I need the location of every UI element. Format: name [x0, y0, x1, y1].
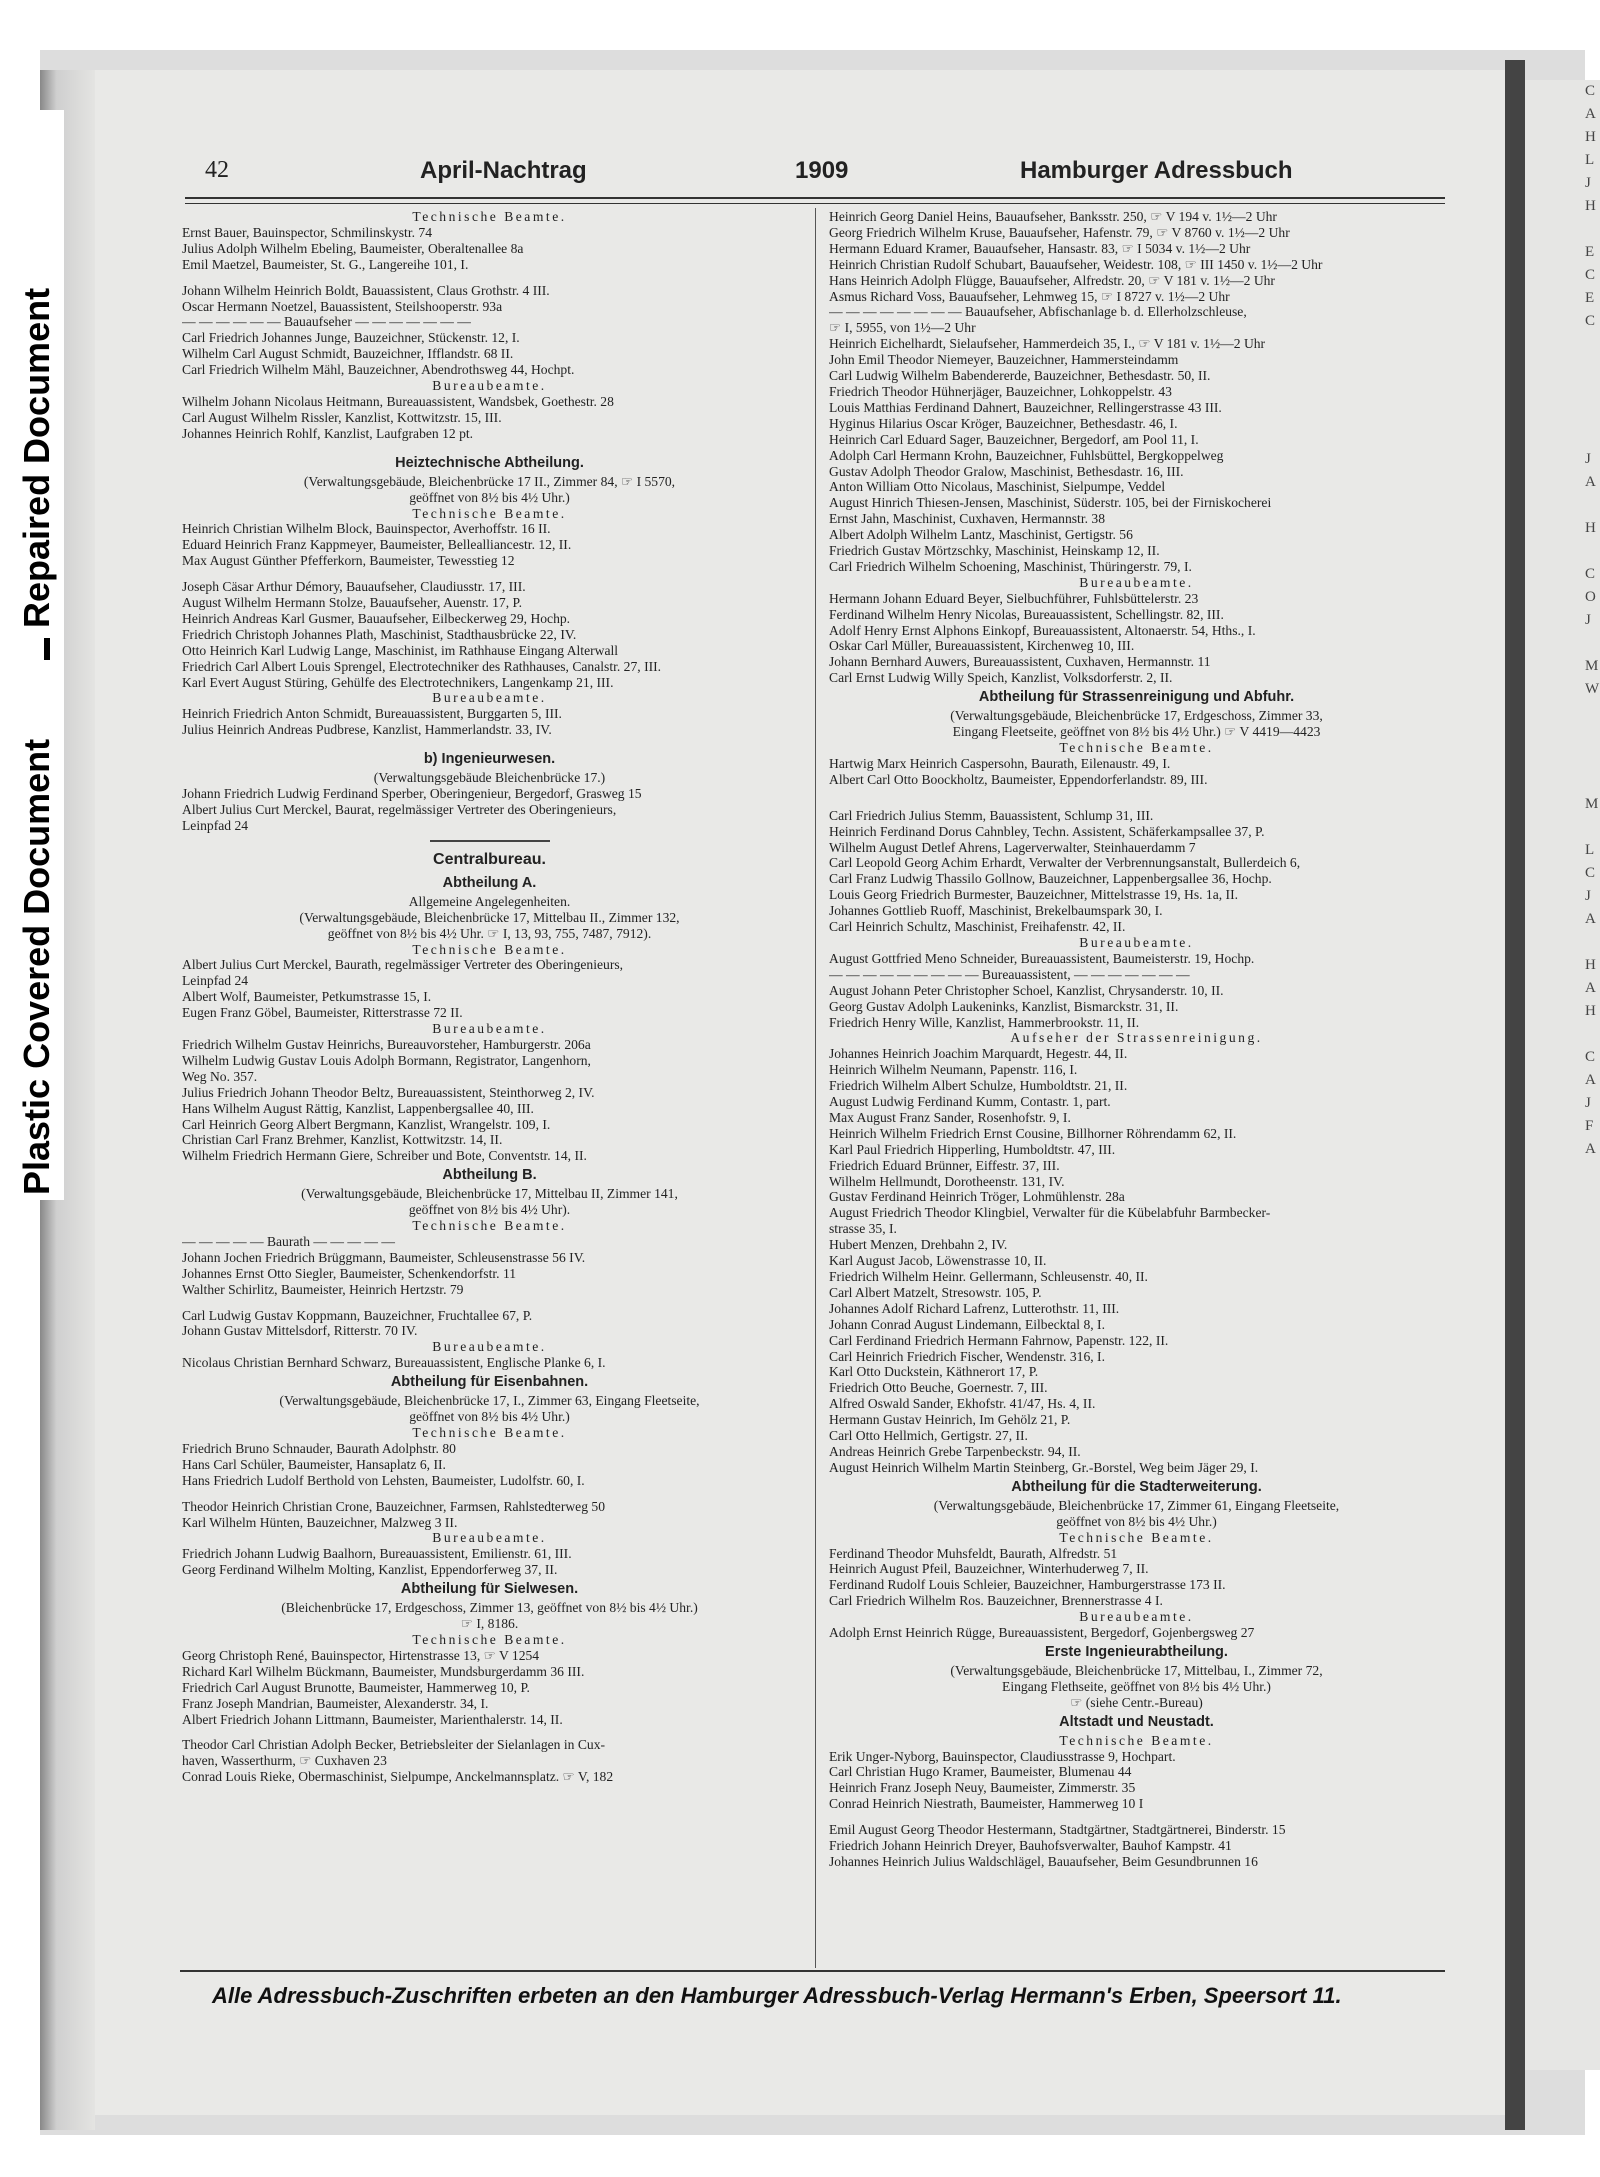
entry-line: Johannes Heinrich Rohlf, Kanzlist, Laufgraben 12 pt. — [182, 425, 474, 441]
section-heading: b) Ingenieurwesen. — [423, 751, 556, 768]
entry-line: Alfred Oswald Sander, Ekhofstr. 41/47, Hs. 4, II. — [829, 1396, 1096, 1412]
entry-line: Wilhelm Ludwig Gustav Louis Adolph Bormann, Registrator, Langenhorn, — [182, 1052, 591, 1068]
next-page-letter: A — [1585, 911, 1596, 927]
entry-line: Johannes Gottlieb Ruoff, Maschinist, Brekelbaumspark 30, I. — [829, 903, 1163, 919]
subsection-heading: Technische Beamte. — [1059, 1732, 1214, 1748]
entry-line: Carl Otto Hellmich, Gertigstr. 27, II. — [829, 1428, 1028, 1444]
subsection-heading: Aufseher der Strassenreinigung. — [1010, 1030, 1263, 1046]
next-page-letter — [1525, 1299, 1600, 1322]
next-page-letter — [1525, 1345, 1600, 1368]
next-page-fragment — [1525, 80, 1600, 2070]
entry-line: Georg Gustav Adolph Laukeninks, Kanzlist, Bismarckstr. 31, II. — [829, 998, 1179, 1014]
entry-line: Johannes Heinrich Joachim Marquardt, Hegestr. 44, II. — [829, 1046, 1128, 1062]
entry-line: Wilhelm Hellmundt, Dorotheenstr. 131, IV. — [829, 1173, 1065, 1189]
entry-line: Heinrich Wilhelm Friedrich Ernst Cousine, Billhorner Röhrendamm 62, II. — [829, 1125, 1237, 1141]
next-page-letter — [1525, 931, 1600, 954]
entry-line: August Friedrich Theodor Klingbiel, Verwalter für die Kübelabfuhr Barmbecker- — [829, 1205, 1271, 1221]
entry-line: Georg Ferdinand Wilhelm Molting, Kanzlist, Eppendorferweg 37, II. — [182, 1562, 558, 1578]
entry-line: Heinrich Christian Wilhelm Block, Bauinspector, Averhoffstr. 16 II. — [182, 521, 551, 537]
next-page-letter: J — [1585, 175, 1591, 191]
left-column — [182, 209, 797, 1785]
next-page-letter: A — [1585, 980, 1596, 996]
next-page-letter — [1525, 1276, 1600, 1299]
office-info-line: (Verwaltungsgebäude, Bleichenbrücke 17, Mittelbau II., Zimmer 132, — [299, 909, 680, 925]
subsection-heading: Bureaubeamte. — [432, 1021, 547, 1037]
entry-line: Friedrich Carl Albert Louis Sprengel, Electrotechniker des Rathhauses, Canalstr. 27, III. — [182, 658, 662, 674]
office-info-line: ☞ I, 8186. — [460, 1616, 519, 1632]
entry-line: Friedrich Carl August Brunotte, Baumeister, Hammerweg 10, P. — [182, 1679, 530, 1695]
spacer — [182, 1727, 797, 1737]
section-rule — [430, 840, 550, 842]
entry-line: Emil August Georg Theodor Hestermann, Stadtgärtner, Stadtgärtnerei, Binderstr. 15 — [829, 1822, 1286, 1838]
subsection-heading: Technische Beamte. — [412, 941, 567, 957]
entry-line: Julius Friedrich Johann Theodor Beltz, Bureauassistent, Steinthorweg 2, IV. — [182, 1084, 595, 1100]
entry-line: Friedrich Gustav Mörtzschky, Maschinist, Heinskamp 12, II. — [829, 543, 1160, 559]
entry-line: Gustav Adolph Theodor Gralow, Maschinist, Bethesdastr. 16, III. — [829, 463, 1184, 479]
office-info-line: (Verwaltungsgebäude, Bleichenbrücke 17, I., Zimmer 63, Eingang Fleetseite, — [279, 1393, 700, 1409]
subsection-heading: Bureaubeamte. — [432, 1530, 547, 1546]
next-page-letter: H — [1585, 957, 1596, 973]
entry-line: Johann Gustav Mittelsdorf, Ritterstr. 70 IV. — [182, 1323, 418, 1339]
entry-line: Carl Heinrich Georg Albert Bergmann, Kanzlist, Wrangelstr. 109, I. — [182, 1116, 551, 1132]
next-page-letter — [1525, 1253, 1600, 1276]
spacer — [182, 1489, 797, 1499]
entry-line: Karl Paul Friedrich Hipperling, Humboldtstr. 47, III. — [829, 1141, 1116, 1157]
next-page-letter: C — [1585, 566, 1596, 582]
entry-line: Friedrich Theodor Hühnerjäger, Bauzeichner, Lohkoppelstr. 43 — [829, 383, 1172, 399]
entry-line: Friedrich Johann Ludwig Baalhorn, Bureauassistent, Emilienstr. 61, III. — [182, 1546, 572, 1562]
entry-line: Hermann Eduard Kramer, Bauaufseher, Hansastr. 83, ☞ I 5034 v. 1½—2 Uhr — [829, 240, 1251, 256]
subsection-heading: Technische Beamte. — [1059, 1529, 1214, 1545]
entry-line: Albert Friedrich Johann Littmann, Baumeister, Marienthalerstr. 14, II. — [182, 1711, 563, 1727]
entry-line: Heinrich Ferdinand Dorus Cahnbley, Techn. Assistent, Schäferkampsallee 37, P. — [829, 823, 1265, 839]
subsection-heading: Bureaubeamte. — [432, 378, 547, 394]
entry-line: Carl Friedrich Wilhelm Mähl, Bauzeichner, Abendrothsweg 44, Hochpt. — [182, 362, 575, 378]
next-page-letter: C — [1585, 1049, 1596, 1065]
entry-line: Hubert Menzen, Drehbahn 2, IV. — [829, 1237, 1008, 1253]
next-page-letter: J — [1585, 888, 1591, 904]
entry-line: Richard Karl Wilhelm Bückmann, Baumeister, Mundsburgerdamm 36 III. — [182, 1663, 585, 1679]
next-page-letter: H — [1585, 129, 1596, 145]
entry-line: Max August Franz Sander, Rosenhofstr. 9, I. — [829, 1109, 1071, 1125]
entry-line: Anton William Otto Nicolaus, Maschinist, Sielpumpe, Veddel — [829, 479, 1166, 495]
subsection-heading: Bureaubeamte. — [1079, 934, 1194, 950]
next-page-letter — [1525, 1161, 1600, 1184]
page-gutter — [1505, 60, 1525, 2130]
running-title-right: Hamburger Adressbuch — [1020, 157, 1293, 184]
running-title-left: April-Nachtrag — [420, 157, 587, 184]
entry-line: Carl Franz Ludwig Thassilo Gollnow, Bauzeichner, Lappenbergsallee 36, Hochp. — [829, 871, 1272, 887]
entry-line: Carl Leopold Georg Achim Erhardt, Verwalter der Verbrennungsanstalt, Bullerdeich 6, — [829, 855, 1301, 871]
next-page-letter — [1525, 747, 1600, 770]
office-info-line: Eingang Fleetseite, geöffnet von 8½ bis 4½ Uhr.) ☞ V 4419—4423 — [952, 724, 1321, 740]
entry-line: Carl Friedrich Wilhelm Ros. Bauzeichner, Brennerstrasse 4 I. — [829, 1593, 1163, 1609]
entry-line: strasse 35, I. — [829, 1221, 897, 1237]
next-page-letter: A — [1585, 1072, 1596, 1088]
next-page-letter: A — [1585, 106, 1596, 122]
next-page-letter — [1525, 425, 1600, 448]
entry-line: Andreas Heinrich Grebe Tarpenbeckstr. 94, II. — [829, 1443, 1081, 1459]
entry-line: August Wilhelm Hermann Stolze, Bauaufseher, Auenstr. 17, P. — [182, 595, 522, 611]
entry-line: Adolf Henry Ernst Alphons Einkopf, Bureauassistent, Altonaerstr. 54, Hths., I. — [829, 622, 1256, 638]
section-heading: Heiztechnische Abtheilung. — [395, 454, 584, 471]
entry-line: Heinrich Andreas Karl Gusmer, Bauaufseher, Eilbeckerweg 29, Hochp. — [182, 610, 571, 626]
entry-line: Conrad Heinrich Niestrath, Baumeister, Hammerweg 10 I — [829, 1796, 1144, 1812]
entry-line: August Heinrich Wilhelm Martin Steinberg, Gr.-Borstel, Weg beim Jäger 29, I. — [829, 1459, 1259, 1475]
entry-line: Heinrich Carl Eduard Sager, Bauzeichner, Bergedorf, am Pool 11, I. — [829, 431, 1199, 447]
plastic-covered-label: Plastic Covered Document — [16, 738, 57, 1195]
entry-line: Albert Julius Curt Merckel, Baurath, regelmässiger Vertreter des Oberingenieurs, — [182, 957, 624, 973]
entry-line: Otto Heinrich Karl Ludwig Lange, Maschinist, im Rathhause Eingang Alterwall — [182, 642, 619, 658]
entry-line: Theodor Carl Christian Adolph Becker, Betriebsleiter der Sielanlagen in Cux- — [182, 1737, 606, 1753]
subsection-heading: Technische Beamte. — [412, 1425, 567, 1440]
entry-line: Franz Joseph Mandrian, Baumeister, Alexanderstr. 34, I. — [182, 1695, 489, 1711]
next-page-letter — [1525, 1207, 1600, 1230]
next-page-letter: M — [1585, 796, 1599, 812]
entry-line: Leinpfad 24 — [182, 817, 249, 833]
next-page-letter: E — [1585, 244, 1595, 260]
entry-line: Erik Unger-Nyborg, Bauinspector, Claudiusstrasse 9, Hochpart. — [829, 1748, 1176, 1764]
entry-line: Friedrich Bruno Schnauder, Baurath Adolphstr. 80 — [182, 1440, 456, 1456]
office-info-line: (Verwaltungsgebäude, Bleichenbrücke 17, Erdgeschoss, Zimmer 33, — [950, 708, 1323, 724]
entry-line: — — — — — Baurath — — — — — — [182, 1233, 395, 1249]
entry-line: Georg Friedrich Wilhelm Kruse, Bauaufseher, Hafenstr. 79, ☞ V 8760 v. 1½—2 Uhr — [829, 224, 1290, 240]
next-page-letter: O — [1585, 589, 1596, 605]
entry-line: — — — — — — — — — Bureauassistent, — — — — — — — — [829, 966, 1190, 982]
next-page-letter — [1525, 724, 1600, 747]
entry-line: Friedrich Johann Heinrich Dreyer, Bauhofsverwalter, Bauhof Kampstr. 41 — [829, 1838, 1232, 1854]
entry-line: Ferdinand Rudolf Louis Schleier, Bauzeichner, Hamburgerstrasse 173 II. — [829, 1577, 1226, 1593]
entry-line: Friedrich Wilhelm Gustav Heinrichs, Bureauvorsteher, Hamburgerstr. 206a — [182, 1036, 591, 1052]
next-page-letter — [1525, 1322, 1600, 1345]
entry-line: August Hinrich Thiesen-Jensen, Maschinist, Süderstr. 105, bei der Firniskocherei — [829, 495, 1272, 511]
entry-line: Friedrich Wilhelm Heinr. Gellermann, Schleusenstr. 40, II. — [829, 1269, 1148, 1284]
entry-line: Walther Schirlitz, Baumeister, Heinrich Hertzstr. 79 — [182, 1281, 464, 1297]
entry-line: Hans Wilhelm August Rättig, Kanzlist, Lappenbergsallee 40, III. — [182, 1100, 534, 1116]
entry-line: Hermann Johann Eduard Beyer, Sielbuchführer, Fuhlsbüttelerstr. 23 — [829, 590, 1199, 606]
entry-line: — — — — — — Bauaufseher — — — — — — — — [182, 314, 471, 330]
entry-line: Weg No. 357. — [182, 1068, 258, 1084]
entry-line: Nicolaus Christian Bernhard Schwarz, Bureauassistent, Englische Planke 6, I. — [182, 1355, 606, 1371]
entry-line: Conrad Louis Rieke, Obermaschinist, Sielpumpe, Anckelmannsplatz. ☞ V, 182 — [182, 1769, 614, 1785]
section-heading: Abtheilung A. — [442, 874, 537, 891]
entry-line: Adolph Carl Hermann Krohn, Bauzeichner, Fuhlsbüttel, Bergkoppelweg — [829, 447, 1224, 463]
office-info-line: geöffnet von 8½ bis 4½ Uhr.) — [409, 1409, 570, 1425]
entry-line: Johannes Ernst Otto Siegler, Baumeister, Schenkendorfstr. 11 — [182, 1265, 517, 1281]
next-page-letter: C — [1585, 865, 1596, 881]
entry-line: Asmus Richard Voss, Bauaufseher, Lehmweg 15, ☞ I 8727 v. 1½—2 Uhr — [829, 288, 1230, 304]
entry-line: Eduard Heinrich Franz Kappmeyer, Baumeister, Bellealliancestr. 12, II. — [182, 537, 572, 553]
running-year: 1909 — [795, 157, 849, 184]
office-info-line: Allgemeine Angelegenheiten. — [408, 893, 571, 909]
entry-line: Joseph Cäsar Arthur Démory, Bauaufseher, Claudiusstr. 17, III. — [182, 579, 526, 595]
entry-line: Karl Wilhelm Hünten, Bauzeichner, Malzweg 3 II. — [182, 1514, 458, 1530]
next-page-letter: W — [1585, 681, 1600, 697]
next-page-letter — [1525, 816, 1600, 839]
office-info-line: (Verwaltungsgebäude, Bleichenbrücke 17 II., Zimmer 84, ☞ I 5570, — [303, 473, 676, 489]
entry-line: Albert Julius Curt Merckel, Baurat, regelmässiger Vertreter des Oberingenieurs, — [182, 802, 617, 817]
subsection-heading: Technische Beamte. — [412, 209, 567, 224]
office-info-line: Eingang Flethseite, geöffnet von 8½ bis 4½ Uhr.) — [1002, 1678, 1271, 1694]
next-page-letter — [1525, 494, 1600, 517]
entry-line: Heinrich Eichelhardt, Sielaufseher, Hammerdeich 35, I., ☞ V 181 v. 1½—2 Uhr — [829, 336, 1266, 352]
next-page-letter: C — [1585, 267, 1596, 283]
entry-line: Wilhelm Friedrich Hermann Giere, Schreiber und Bote, Conventstr. 14, II. — [182, 1148, 587, 1164]
spacer — [829, 798, 1444, 808]
next-page-letter: J — [1585, 1095, 1591, 1111]
entry-line: Friedrich Henry Wille, Kanzlist, Hammerbrookstr. 11, II. — [829, 1014, 1140, 1030]
entry-line: Carl Ludwig Wilhelm Babendererde, Bauzeichner, Bethesdastr. 50, II. — [829, 368, 1211, 384]
entry-line: Albert Carl Otto Boockholtz, Baumeister, Eppendorferlandstr. 89, III. — [829, 771, 1208, 787]
entry-line: Carl Friedrich Wilhelm Schoening, Maschinist, Thüringerstr. 79, I. — [829, 558, 1192, 574]
section-heading: Abtheilung B. — [442, 1167, 537, 1184]
next-page-letter — [1525, 356, 1600, 379]
next-page-letter: C — [1585, 83, 1596, 99]
subsection-heading: Technische Beamte. — [412, 1631, 567, 1647]
entry-line: Johann Friedrich Ludwig Ferdinand Sperber, Oberingenieur, Bergedorf, Grasweg 15 — [182, 786, 642, 802]
entry-line: Wilhelm August Detlef Ahrens, Lagerverwalter, Steinhauerdamm 7 — [829, 839, 1196, 855]
entry-line: August Gottfried Meno Schneider, Bureauassistent, Baumeisterstr. 19, Hochp. — [829, 950, 1255, 966]
entry-line: Friedrich Otto Beuche, Goernestr. 7, III. — [829, 1380, 1048, 1396]
entry-line: Karl Evert August Stüring, Gehülfe des Electrotechnikers, Langenkamp 21, III. — [182, 674, 614, 690]
entry-line: Johann Bernhard Auwers, Bureauassistent, Cuxhaven, Hermannstr. 11 — [829, 654, 1211, 670]
subsection-heading: Technische Beamte. — [412, 1218, 567, 1234]
entry-line: ☞ I, 5955, von 1½—2 Uhr — [829, 320, 976, 336]
entry-line: Ferdinand Wilhelm Henry Nicolas, Bureauassistent, Schellingstr. 82, III. — [829, 606, 1224, 622]
next-page-letter — [1525, 402, 1600, 425]
entry-line: Carl Christian Hugo Kramer, Baumeister, Blumenau 44 — [829, 1764, 1132, 1780]
entry-line: Christian Carl Franz Brehmer, Kanzlist, Kottwitzstr. 14, II. — [182, 1132, 503, 1148]
next-page-letter — [1525, 1023, 1600, 1046]
entry-line: Johannes Heinrich Julius Waldschlägel, Bauaufseher, Beim Gesundbrunnen 16 — [829, 1854, 1258, 1869]
next-page-letter — [1525, 1184, 1600, 1207]
entry-line: Johann Jochen Friedrich Brüggmann, Baumeister, Schleusenstrasse 56 IV. — [182, 1249, 586, 1265]
entry-line: Ernst Bauer, Bauinspector, Schmilinskystr. 74 — [182, 224, 432, 240]
right-column — [829, 209, 1444, 1870]
entry-line: Ferdinand Theodor Muhsfeldt, Baurath, Alfredstr. 51 — [829, 1545, 1118, 1561]
section-heading: Abtheilung für Strassenreinigung und Abfuhr. — [978, 689, 1295, 706]
entry-line: — — — — — — — — Bauaufseher, Abfischanlage b. d. Ellerholzschleuse, — [829, 304, 1247, 320]
section-heading: Altstadt und Neustadt. — [1059, 1713, 1214, 1730]
entry-line: Eugen Franz Göbel, Baumeister, Ritterstrasse 72 II. — [182, 1005, 463, 1021]
next-page-letter — [1525, 701, 1600, 724]
spacer — [829, 1812, 1444, 1822]
entry-line: Gustav Ferdinand Heinrich Tröger, Lohmühlenstr. 28a — [829, 1189, 1125, 1205]
entry-line: Karl Otto Duckstein, Käthnerort 17, P. — [829, 1364, 1039, 1380]
entry-line: Carl Friedrich Johannes Junge, Bauzeichner, Stückenstr. 12, I. — [182, 330, 520, 346]
entry-line: Hyginus Hilarius Oscar Kröger, Bauzeichner, Bethesdastr. 46, I. — [829, 415, 1178, 431]
entry-line: Theodor Heinrich Christian Crone, Bauzeichner, Farmsen, Rahlstedterweg 50 — [182, 1498, 606, 1514]
entry-line: Heinrich August Pfeil, Bauzeichner, Winterhuderweg 7, II. — [829, 1561, 1149, 1577]
spacer — [182, 738, 797, 748]
office-info-line: geöffnet von 8½ bis 4½ Uhr). — [408, 1202, 571, 1218]
column-divider — [815, 208, 816, 1968]
entry-line: Carl Ferdinand Friedrich Hermann Fahrnow, Papenstr. 122, II. — [829, 1332, 1169, 1348]
entry-line: Carl Albert Matzelt, Stresowstr. 105, P. — [829, 1284, 1042, 1300]
entry-line: Albert Adolph Wilhelm Lantz, Maschinist, Gertigstr. 56 — [829, 527, 1133, 543]
entry-line: Heinrich Georg Daniel Heins, Bauaufseher, Banksstr. 250, ☞ V 194 v. 1½—2 Uhr — [829, 209, 1277, 224]
entry-line: Heinrich Christian Rudolf Schubart, Bauaufseher, Weidestr. 108, ☞ III 1450 v. 1½—2 Uhr — [829, 256, 1323, 272]
entry-line: Georg Christoph René, Bauinspector, Hirtenstrasse 13, ☞ V 1254 — [182, 1647, 540, 1663]
next-page-letter — [1525, 540, 1600, 563]
entry-line: Carl Friedrich Julius Stemm, Bauassistent, Schlump 31, III. — [829, 807, 1154, 823]
entry-line: Max August Günther Pfefferkorn, Baumeister, Tewesstieg 12 — [182, 553, 515, 569]
next-page-letter — [1525, 1230, 1600, 1253]
footer-notice: Alle Adressbuch-Zuschriften erbeten an den Hamburger Adressbuch-Verlag Hermann's Erben, Speersort 11. — [212, 1983, 1342, 2008]
entry-line: Johannes Adolf Richard Lafrenz, Lutterothstr. 11, III. — [829, 1300, 1120, 1316]
entry-line: Carl Ludwig Gustav Koppmann, Bauzeichner, Fruchtallee 67, P. — [182, 1307, 533, 1323]
entry-line: Friedrich Eduard Brünner, Eiffestr. 37, III. — [829, 1157, 1060, 1173]
office-info-line: geöffnet von 8½ bis 4½ Uhr.) — [1056, 1513, 1217, 1529]
next-page-letter — [1525, 379, 1600, 402]
entry-line: Ernst Jahn, Maschinist, Cuxhaven, Hermannstr. 38 — [829, 511, 1105, 527]
entry-line: Heinrich Franz Joseph Neuy, Baumeister, Zimmerstr. 35 — [829, 1780, 1136, 1796]
entry-line: Johann Wilhelm Heinrich Boldt, Bauassistent, Claus Grothstr. 4 III. — [182, 282, 550, 298]
office-info-line: (Verwaltungsgebäude, Bleichenbrücke 17, Mittelbau, I., Zimmer 72, — [950, 1662, 1323, 1678]
subsection-heading: Technische Beamte. — [412, 505, 567, 521]
subsection-heading: Bureaubeamte. — [1079, 574, 1194, 590]
office-info-line: geöffnet von 8½ bis 4½ Uhr. ☞ I, 13, 93, 755, 7487, 7912). — [327, 925, 652, 941]
next-page-letter: C — [1585, 313, 1596, 329]
entry-line: haven, Wasserthurm, ☞ Cuxhaven 23 — [182, 1753, 387, 1769]
entry-line: Adolph Ernst Heinrich Rügge, Bureauassistent, Bergedorf, Gojenbergsweg 27 — [829, 1625, 1255, 1641]
entry-line: Friedrich Christoph Johannes Plath, Maschinist, Stadthausbrücke 22, IV. — [182, 626, 577, 642]
entry-line: Hans Friedrich Ludolf Berthold von Lehsten, Baumeister, Ludolfstr. 60, I. — [182, 1472, 585, 1488]
next-page-letter: H — [1585, 1003, 1596, 1019]
entry-line: Albert Wolf, Baumeister, Petkumstrasse 15, I. — [182, 989, 432, 1005]
next-page-letter: H — [1585, 198, 1596, 214]
spacer — [182, 273, 797, 283]
subsection-heading: Bureaubeamte. — [432, 690, 547, 706]
office-info-line: (Verwaltungsgebäude, Bleichenbrücke 17, Mittelbau II, Zimmer 141, — [301, 1186, 678, 1202]
entry-line: Julius Adolph Wilhelm Ebeling, Baumeister, Oberaltenallee 8a — [182, 240, 524, 256]
section-title: Centralbureau. — [433, 850, 546, 868]
entry-line: Heinrich Wilhelm Neumann, Papenstr. 116, I. — [829, 1062, 1078, 1078]
next-page-letter: H — [1585, 520, 1596, 536]
entry-line: August Johann Peter Christopher Schoel, Kanzlist, Chrysanderstr. 10, II. — [829, 982, 1224, 998]
page-number: 42 — [205, 157, 229, 183]
next-page-letter: J — [1585, 451, 1591, 467]
office-info-line: (Bleichenbrücke 17, Erdgeschoss, Zimmer 13, geöffnet von 8½ bis 4½ Uhr.) — [281, 1600, 698, 1616]
spacer — [182, 442, 797, 452]
next-page-letter: F — [1585, 1118, 1594, 1134]
entry-line: Hans Heinrich Adolph Flügge, Bauaufseher, Alfredstr. 20, ☞ V 181 v. 1½—2 Uhr — [829, 272, 1275, 288]
entry-line: Oskar Carl Müller, Bureauassistent, Kirchenweg 10, III. — [829, 638, 1135, 654]
office-info-line: (Verwaltungsgebäude, Bleichenbrücke 17, Zimmer 61, Eingang Fleetseite, — [933, 1497, 1340, 1513]
label-separator — [44, 638, 50, 660]
entry-line: Julius Heinrich Andreas Pudbrese, Kanzlist, Hammerlandstr. 33, IV. — [182, 722, 552, 738]
entry-line: Hans Carl Schüler, Baumeister, Hansaplatz 6, II. — [182, 1456, 446, 1472]
next-page-letter — [1525, 770, 1600, 793]
entry-line: August Ludwig Ferdinand Kumm, Contastr. 1, part. — [829, 1094, 1111, 1110]
next-page-letter: A — [1585, 474, 1596, 490]
next-page-letter: A — [1585, 1141, 1596, 1157]
subsection-heading: Technische Beamte. — [1059, 740, 1214, 755]
entry-line: Oscar Hermann Noetzel, Bauassistent, Steilshooperstr. 93a — [182, 298, 503, 314]
office-info-line: ☞ (siehe Centr.-Bureau) — [1070, 1694, 1203, 1710]
entry-line: Leinpfad 24 — [182, 973, 249, 989]
entry-line: Louis Georg Friedrich Burmester, Bauzeichner, Mittelstrasse 19, Hs. 1a, II. — [829, 887, 1239, 903]
section-heading: Abtheilung für Eisenbahnen. — [390, 1374, 589, 1391]
spacer — [182, 569, 797, 579]
entry-line: Carl Heinrich Schultz, Maschinist, Freihafenstr. 42, II. — [829, 919, 1126, 935]
entry-line: Carl August Wilhelm Rissler, Kanzlist, Kottwitzstr. 15, III. — [182, 409, 502, 425]
entry-line: Friedrich Wilhelm Albert Schulze, Humboldtstr. 21, II. — [829, 1078, 1128, 1094]
entry-line: Hartwig Marx Heinrich Caspersohn, Baurath, Eilenaustr. 49, I. — [829, 755, 1171, 771]
next-page-letter: J — [1585, 612, 1591, 628]
next-page-letter — [1525, 632, 1600, 655]
header-rule — [185, 197, 1445, 204]
entry-line: Carl Ernst Ludwig Willy Speich, Kanzlist, Volksdorferstr. 2, II. — [829, 670, 1173, 686]
next-page-letter: L — [1585, 152, 1595, 168]
footer-rule — [180, 1970, 1445, 1972]
entry-line: Heinrich Friedrich Anton Schmidt, Bureauassistent, Burggarten 5, III. — [182, 706, 562, 722]
entry-line: Hermann Gustav Heinrich, Im Gehölz 21, P. — [829, 1412, 1071, 1428]
next-page-letter: L — [1585, 842, 1595, 858]
entry-line: John Emil Theodor Niemeyer, Bauzeichner, Hammersteindamm — [829, 352, 1179, 368]
subsection-heading: Bureaubeamte. — [1079, 1609, 1194, 1625]
entry-line: Wilhelm Johann Nicolaus Heitmann, Bureauassistent, Wandsbek, Goethestr. 28 — [182, 393, 614, 409]
entry-line: Carl Heinrich Friedrich Fischer, Wendenstr. 316, I. — [829, 1348, 1105, 1364]
next-page-letter — [1525, 333, 1600, 356]
office-info-line: geöffnet von 8½ bis 4½ Uhr.) — [409, 489, 570, 505]
running-head — [205, 157, 1445, 191]
next-page-letter — [1525, 218, 1600, 241]
section-heading: Abtheilung für die Stadterweiterung. — [1011, 1478, 1262, 1495]
section-heading: Erste Ingenieurabtheilung. — [1045, 1643, 1228, 1660]
entry-line: Louis Matthias Ferdinand Dahnert, Bauzeichner, Rellingerstrasse 43 III. — [829, 399, 1222, 415]
office-info-line: (Verwaltungsgebäude Bleichenbrücke 17.) — [373, 770, 606, 786]
entry-line: Karl August Jacob, Löwenstrasse 10, II. — [829, 1253, 1047, 1269]
repaired-document-label: Repaired Document — [16, 287, 57, 628]
subsection-heading: Bureaubeamte. — [432, 1339, 547, 1355]
entry-line: Johann Conrad August Lindemann, Eilbecktal 8, I. — [829, 1316, 1105, 1332]
spacer — [182, 1298, 797, 1308]
entry-line: Wilhelm Carl August Schmidt, Bauzeichner, Ifflandstr. 68 II. — [182, 346, 514, 362]
next-page-letter: M — [1585, 658, 1599, 674]
next-page-letter: E — [1585, 290, 1595, 306]
section-heading: Abtheilung für Sielwesen. — [400, 1581, 579, 1598]
entry-line: Emil Maetzel, Baumeister, St. G., Langereihe 101, I. — [182, 256, 469, 272]
spacer — [829, 788, 1444, 798]
